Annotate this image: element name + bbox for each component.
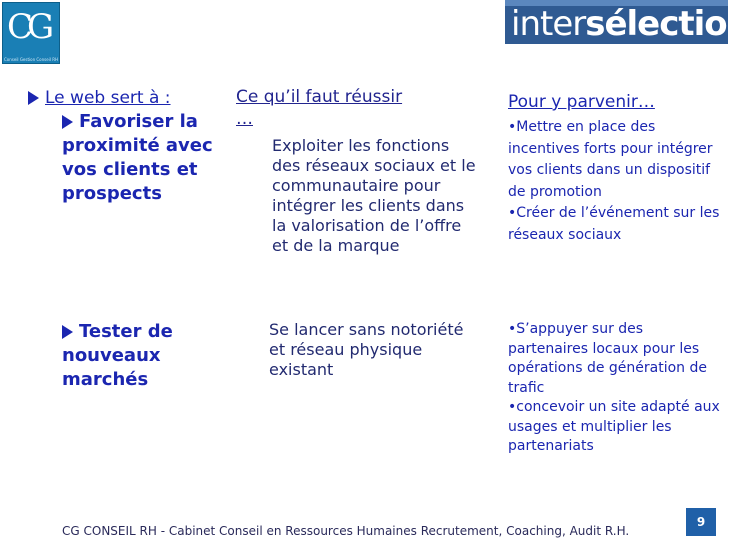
interselection-logo (505, 0, 750, 44)
col1-item1-text: Favoriser la proximité avec vos clients et prospects (62, 111, 213, 204)
logo-selection-word: sélection (585, 4, 750, 44)
cg-logo-letters: CG (7, 7, 49, 47)
col2-item2: Se lancer sans notoriété et réseau physique existant (269, 320, 464, 379)
col3-group2 (508, 320, 723, 457)
arrow-bullet-icon (62, 115, 73, 129)
logo-inter-word: inter (511, 4, 586, 44)
col3-heading: Pour y parvenir… (508, 92, 655, 112)
col3-group1 (508, 117, 723, 246)
col1-heading (28, 88, 171, 108)
col3-bullet2: •Créer de l’événement sur les réseaux sociaux (508, 205, 720, 243)
footer-text: CG CONSEIL RH - Cabinet Conseil en Ressources Humaines Recrutement, Coaching, Audit R.H. (62, 524, 630, 538)
col1-heading-text: Le web sert à : (45, 88, 171, 108)
col1-item-tester (62, 320, 232, 392)
arrow-bullet-icon (28, 91, 39, 105)
cg-conseil-logo (2, 2, 60, 64)
col3-bullet4: •concevoir un site adapté aux usages et multiplier les partenariats (508, 399, 720, 454)
col1-item-favoriser (62, 110, 232, 206)
col1-item2-text: Tester de nouveaux marchés (62, 321, 173, 390)
page-number: 9 (686, 508, 716, 536)
cg-logo-tagline: Conseil Gestion Conseil RH (4, 57, 58, 62)
col2-heading-dots: … (236, 109, 253, 129)
col2-heading (236, 86, 402, 130)
col3-bullet3: •S’appuyer sur des partenaires locaux pour les opérations de génération de trafic (508, 321, 708, 396)
col2-item1: Exploiter les fonctions des réseaux sociaux et le communautaire pour intégrer les clients dans la valorisation de l’offre et de la marque (272, 136, 476, 255)
arrow-bullet-icon (62, 325, 73, 339)
interselection-logo-text (511, 4, 750, 44)
col2-heading-text: Ce qu’il faut réussir (236, 87, 403, 107)
col3-bullet1: •Mettre en place des incentives forts pour intégrer vos clients dans un dispositif de promotion (508, 119, 713, 200)
